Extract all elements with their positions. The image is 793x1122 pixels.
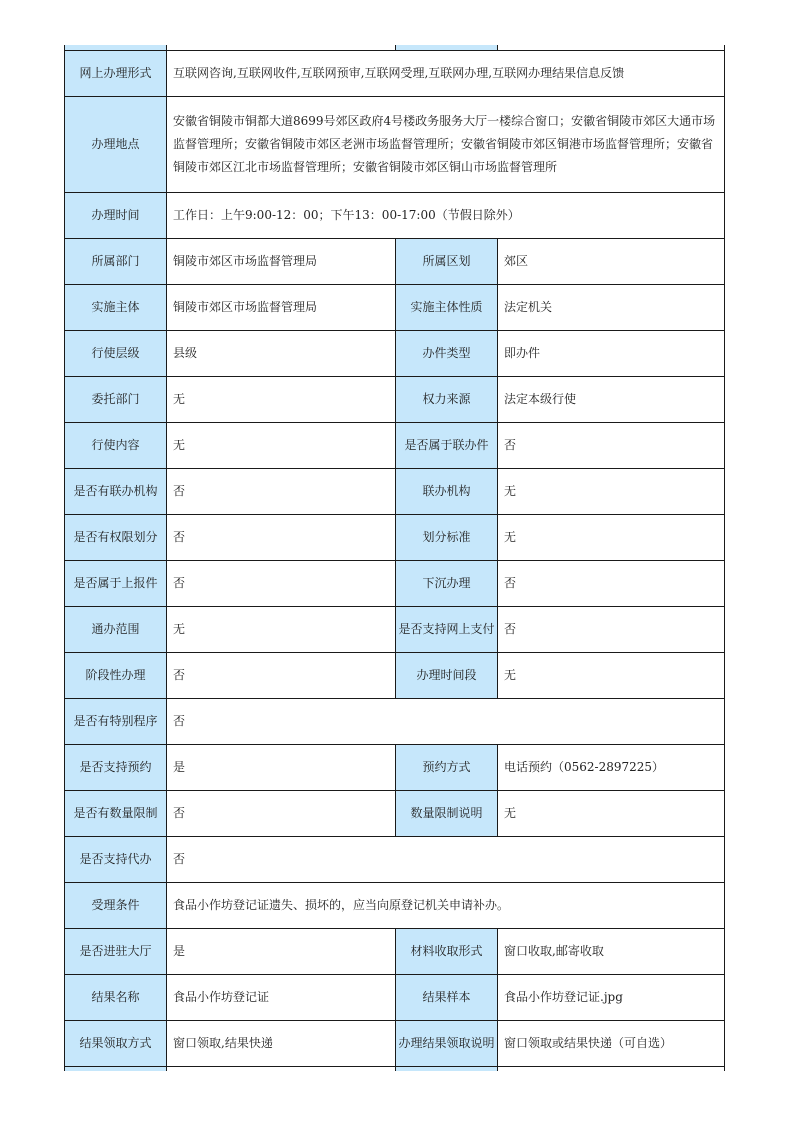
row-label: 行使内容 (65, 423, 167, 469)
table-row (65, 837, 725, 883)
row-label-2: 数量限制说明 (396, 791, 498, 837)
row-label-2: 办件类型 (396, 331, 498, 377)
row-value: 食品小作坊登记证遗失、损坏的，应当向原登记机关申请补办。 (167, 883, 725, 929)
row-value: 否 (167, 515, 396, 561)
table-row (65, 561, 725, 607)
row-label: 办理地点 (65, 97, 167, 193)
row-value: 工作日：上午9:00-12：00；下午13：00-17:00（节假日除外） (167, 193, 725, 239)
table-row (65, 423, 725, 469)
row-label: 通办范围 (65, 607, 167, 653)
row-label: 是否属于上报件 (65, 561, 167, 607)
table-row (65, 883, 725, 929)
row-label-2: 办理时间段 (396, 653, 498, 699)
row-value: 无 (167, 377, 396, 423)
row-value-2: 郊区 (498, 239, 725, 285)
row-label-2: 下沉办理 (396, 561, 498, 607)
row-label: 行使层级 (65, 331, 167, 377)
row-label-2: 材料收取形式 (396, 929, 498, 975)
row-value-2: 电话预约（0562-2897225） (498, 745, 725, 791)
row-value-2: 否 (498, 607, 725, 653)
row-label: 办理时间 (65, 193, 167, 239)
row-value-2: 窗口领取或结果快递（可自选） (498, 1021, 725, 1067)
row-label-2: 权力来源 (396, 377, 498, 423)
row-value: 否 (167, 699, 725, 745)
row-value: 无 (167, 607, 396, 653)
row-value: 否 (167, 837, 725, 883)
table-row (65, 51, 725, 97)
row-value-2: 法定机关 (498, 285, 725, 331)
row-label: 阶段性办理 (65, 653, 167, 699)
table-row (65, 699, 725, 745)
row-label: 是否进驻大厅 (65, 929, 167, 975)
row-value: 铜陵市郊区市场监督管理局 (167, 239, 396, 285)
row-label: 网上办理形式 (65, 51, 167, 97)
row-value-2: 无 (498, 653, 725, 699)
table-row (65, 331, 725, 377)
row-label-2: 是否属于联办件 (396, 423, 498, 469)
row-value: 互联网咨询,互联网收件,互联网预审,互联网受理,互联网办理,互联网办理结果信息反馈 (167, 51, 725, 97)
row-label: 所属部门 (65, 239, 167, 285)
service-info-table (64, 45, 724, 1071)
table-row (65, 929, 725, 975)
row-value: 县级 (167, 331, 396, 377)
table-row (65, 97, 725, 193)
table-row-bottom-fragment (65, 1067, 725, 1072)
row-label-2: 预约方式 (396, 745, 498, 791)
row-value-2: 无 (498, 515, 725, 561)
row-value: 窗口领取,结果快递 (167, 1021, 396, 1067)
row-value-2: 无 (498, 469, 725, 515)
table-row (65, 745, 725, 791)
table-row (65, 193, 725, 239)
row-value-2: 法定本级行使 (498, 377, 725, 423)
row-label: 是否有特别程序 (65, 699, 167, 745)
row-value-2: 否 (498, 423, 725, 469)
row-value: 食品小作坊登记证 (167, 975, 396, 1021)
row-value: 是 (167, 929, 396, 975)
row-label: 是否有数量限制 (65, 791, 167, 837)
table-row (65, 239, 725, 285)
row-label: 委托部门 (65, 377, 167, 423)
row-label: 实施主体 (65, 285, 167, 331)
table-row (65, 469, 725, 515)
row-value-2: 窗口收取,邮寄收取 (498, 929, 725, 975)
row-label-2: 所属区划 (396, 239, 498, 285)
row-label-2: 实施主体性质 (396, 285, 498, 331)
row-value: 铜陵市郊区市场监督管理局 (167, 285, 396, 331)
table-row (65, 653, 725, 699)
row-label: 结果名称 (65, 975, 167, 1021)
table-row (65, 515, 725, 561)
row-label-2: 结果样本 (396, 975, 498, 1021)
row-value: 否 (167, 561, 396, 607)
row-value-2: 即办件 (498, 331, 725, 377)
table-row (65, 975, 725, 1021)
table-row (65, 791, 725, 837)
row-value-2: 食品小作坊登记证.jpg (498, 975, 725, 1021)
row-label: 是否有权限划分 (65, 515, 167, 561)
row-label: 是否有联办机构 (65, 469, 167, 515)
table-row (65, 377, 725, 423)
row-label-2: 办理结果领取说明 (396, 1021, 498, 1067)
row-value: 无 (167, 423, 396, 469)
row-value-2: 否 (498, 561, 725, 607)
row-label: 是否支持代办 (65, 837, 167, 883)
row-value: 是 (167, 745, 396, 791)
row-value: 否 (167, 791, 396, 837)
row-label: 结果领取方式 (65, 1021, 167, 1067)
row-label-2: 划分标准 (396, 515, 498, 561)
row-label-2: 联办机构 (396, 469, 498, 515)
row-label: 受理条件 (65, 883, 167, 929)
row-value: 否 (167, 469, 396, 515)
row-value: 安徽省铜陵市铜都大道8699号郊区政府4号楼政务服务大厅一楼综合窗口；安徽省铜陵市郊区大通市场监督管理所；安徽省铜陵市郊区老洲市场监督管理所；安徽省铜陵市郊区铜港市场监督管理所；安徽省铜陵市郊区江北市场监督管理所；安徽省铜陵市郊区铜山市场监督管理所 (167, 97, 725, 193)
table-row (65, 1021, 725, 1067)
row-value: 否 (167, 653, 396, 699)
row-value-2: 无 (498, 791, 725, 837)
row-label-2: 是否支持网上支付 (396, 607, 498, 653)
table-row (65, 285, 725, 331)
row-label: 是否支持预约 (65, 745, 167, 791)
table-row (65, 607, 725, 653)
